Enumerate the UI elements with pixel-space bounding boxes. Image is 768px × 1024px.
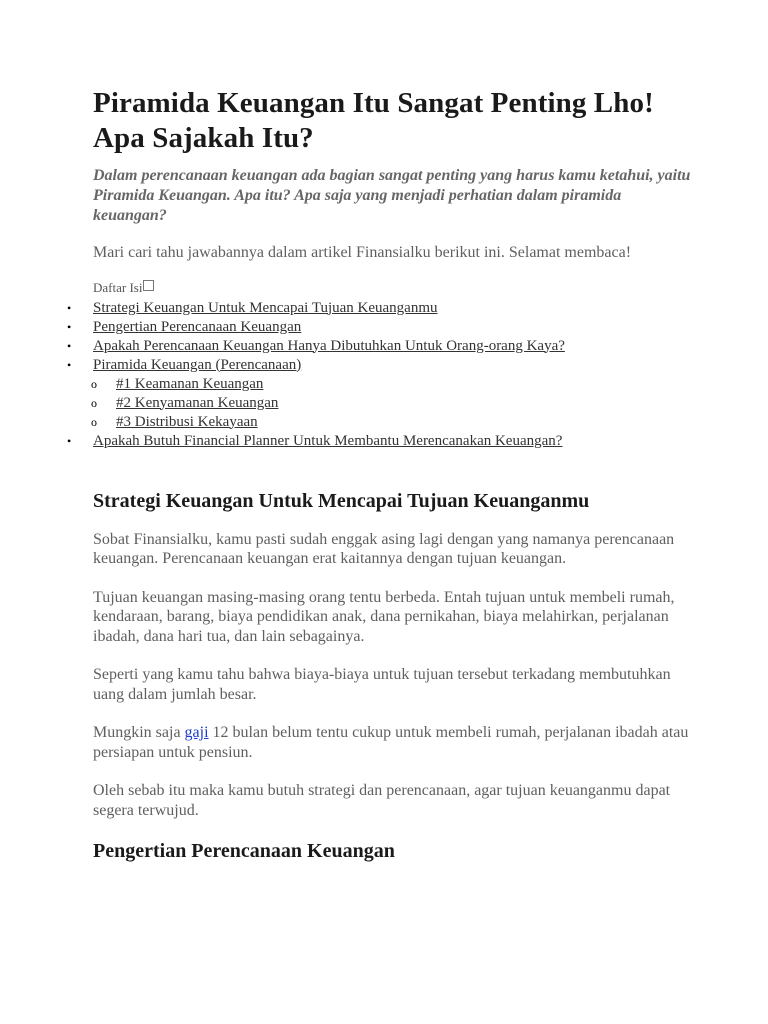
article-intro: Mari cari tahu jawabannya dalam artikel Finansialku berikut ini. Selamat membaca! — [93, 244, 632, 261]
toc-item — [67, 356, 693, 432]
paragraph: Tujuan keuangan masing-masing orang tentu berbeda. Entah tujuan untuk membeli rumah, kendaraan, barang, biaya pendidikan anak, dana pernikahan, biaya melahirkan, perjalanan ibadah, dana hari tua, dan lain sebagainya. — [93, 588, 675, 645]
toc-item — [67, 432, 693, 451]
toc-link-pengertian[interactable]: Pengertian Perencanaan Keuangan — [93, 318, 302, 335]
toc-sublist — [93, 375, 693, 432]
paragraph-text: Mungkin saja — [93, 724, 185, 741]
article-lead: Dalam perencanaan keuangan ada bagian sangat penting yang harus kamu ketahui, yaitu Piramida Keuangan. Apa itu? Apa saja yang menjadi perhatian dalam piramida keuangan? — [93, 167, 691, 224]
circle-bullet-icon: o — [91, 395, 97, 410]
bullet-icon: • — [67, 338, 72, 353]
toc-item — [67, 299, 693, 318]
toc-link-financial-planner[interactable]: Apakah Butuh Financial Planner Untuk Membantu Merencanakan Keuangan? — [93, 432, 563, 449]
toc-link-distribusi[interactable]: #3 Distribusi Kekayaan — [116, 413, 258, 430]
toc-link-keamanan[interactable]: #1 Keamanan Keuangan — [116, 375, 264, 392]
circle-bullet-icon: o — [91, 376, 97, 391]
toc-link-kenyamanan[interactable]: #2 Kenyamanan Keuangan — [116, 394, 279, 411]
table-of-contents — [67, 299, 693, 451]
toc-header — [93, 280, 693, 296]
paragraph: Oleh sebab itu maka kamu butuh strategi dan perencanaan, agar tujuan keuanganmu dapat segera terwujud. — [93, 782, 671, 819]
bullet-icon: • — [67, 433, 72, 448]
bullet-icon: • — [67, 357, 72, 372]
toc-subitem — [91, 413, 693, 432]
bullet-icon: • — [67, 319, 72, 334]
toc-link-piramida[interactable]: Piramida Keuangan (Perencanaan) — [93, 356, 302, 373]
paragraph: Seperti yang kamu tahu bahwa biaya-biaya untuk tujuan tersebut terkadang membutuhkan uang dalam jumlah besar. — [93, 666, 671, 703]
article-title: Piramida Keuangan Itu Sangat Penting Lho! Apa Sajakah Itu? — [93, 87, 654, 154]
toc-item — [67, 318, 693, 337]
toc-subitem — [91, 375, 693, 394]
section-heading-strategi: Strategi Keuangan Untuk Mencapai Tujuan Keuanganmu — [93, 489, 590, 512]
toc-toggle-checkbox[interactable] — [143, 280, 154, 291]
toc-item — [67, 337, 693, 356]
bullet-icon: • — [67, 300, 72, 315]
section-heading-pengertian: Pengertian Perencanaan Keuangan — [93, 840, 395, 862]
circle-bullet-icon: o — [91, 414, 97, 429]
paragraph-text: 12 bulan belum tentu cukup untuk membeli rumah, perjalanan ibadah atau persiapan untuk pensiun. — [93, 724, 689, 761]
toc-subitem — [91, 394, 693, 413]
paragraph-with-link — [93, 723, 693, 762]
article — [67, 86, 693, 863]
gaji-link[interactable]: gaji — [184, 724, 209, 741]
paragraph: Sobat Finansialku, kamu pasti sudah enggak asing lagi dengan yang namanya perencanaan keuangan. Perencanaan keuangan erat kaitannya dengan tujuan keuangan. — [93, 530, 675, 567]
toc-title: Daftar Isi — [93, 279, 143, 295]
toc-link-strategi[interactable]: Strategi Keuangan Untuk Mencapai Tujuan Keuanganmu — [93, 299, 438, 316]
toc-link-apakah-kaya[interactable]: Apakah Perencanaan Keuangan Hanya Dibutuhkan Untuk Orang-orang Kaya? — [93, 337, 565, 354]
